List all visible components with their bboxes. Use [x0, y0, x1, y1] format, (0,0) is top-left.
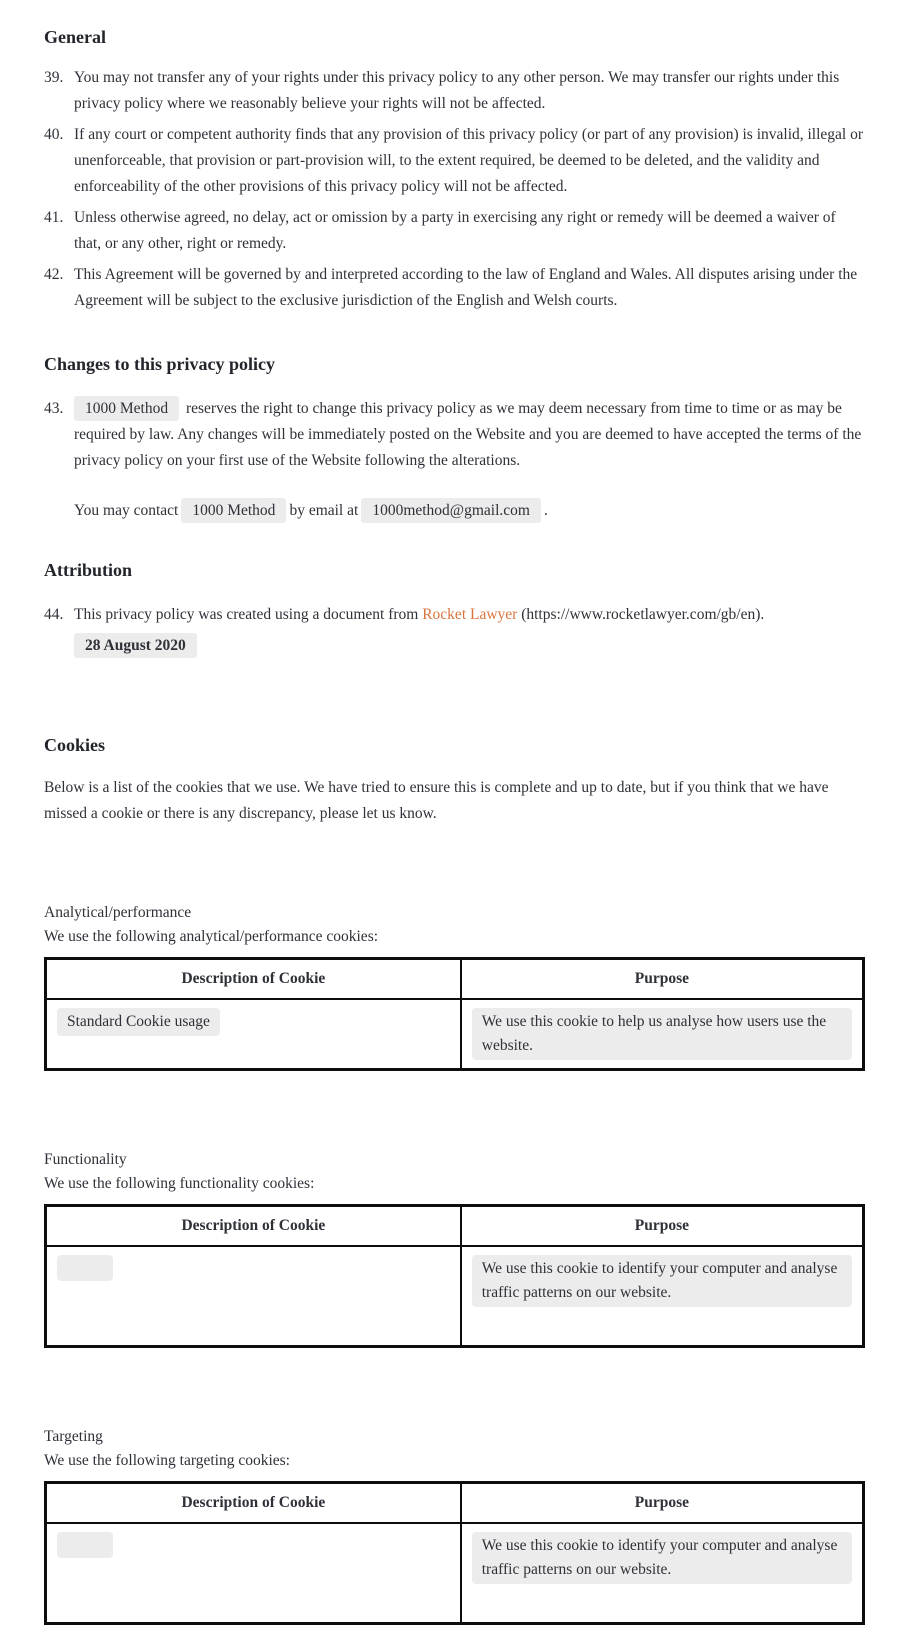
cookie-description-field-badge[interactable]: Standard Cookie usage	[57, 1008, 220, 1036]
attribution-heading: Attribution	[44, 560, 133, 580]
purpose-cell	[461, 1523, 864, 1624]
attribution-text-after: (https://www.rocketlawyer.com/gb/en).	[521, 606, 765, 623]
item-text-after-badge: reserves the right to change this privacy policy as we may deem necessary from time to time or as may be required by law. Any changes will be immediately posted on the Website and you are deemed to have accepted the terms of the privacy policy on your first use of the Website following the alterations.	[74, 400, 862, 469]
description-column-header: Description of Cookie	[46, 959, 461, 1000]
item-text: If any court or competent authority finds that any provision of this privacy policy (or part of any provision) is invalid, illegal or unenforceable, that provision or part-provision will, to the extent required, be deemed to be deleted, and the validity and enforceability of the other provisions of this privacy policy will not be affected.	[74, 126, 864, 195]
description-cell	[46, 1523, 461, 1624]
company-name-field-badge[interactable]: 1000 Method	[74, 396, 179, 421]
description-cell	[46, 999, 461, 1070]
cookie-purpose-field-badge[interactable]: We use this cookie to identify your computer and analyse traffic patterns on our website.	[472, 1255, 852, 1307]
email-field-badge[interactable]: 1000method@gmail.com	[361, 498, 541, 523]
section-changes	[44, 354, 865, 524]
item-number: 40.	[44, 126, 64, 143]
description-cell	[46, 1246, 461, 1347]
item-number: 39.	[44, 69, 64, 86]
empty-description-field-badge[interactable]	[57, 1255, 113, 1281]
item-number: 44.	[44, 606, 64, 623]
attribution-text-before: This privacy policy was created using a document from	[74, 606, 419, 623]
cookie-group-lead: We use the following functionality cookies:	[44, 1175, 315, 1192]
list-item-40	[44, 122, 865, 200]
table-header-row	[46, 959, 864, 1000]
cookie-group-analytical	[44, 901, 865, 1071]
cookie-group-label: Targeting	[44, 1428, 103, 1445]
contact-text-3: .	[543, 502, 548, 519]
list-item-41	[44, 205, 865, 257]
item-text: This Agreement will be governed by and interpreted according to the law of England and Wales. All disputes arising under the Agreement will be subject to the exclusive jurisdiction of the English and Welsh courts.	[74, 266, 858, 309]
table-row	[46, 1523, 864, 1624]
list-item-43	[44, 396, 865, 474]
purpose-column-header: Purpose	[461, 959, 864, 1000]
item-number: 41.	[44, 209, 64, 226]
table-row	[46, 1246, 864, 1347]
description-column-header: Description of Cookie	[46, 1483, 461, 1524]
empty-description-field-badge[interactable]	[57, 1532, 113, 1558]
purpose-column-header: Purpose	[461, 1206, 864, 1247]
company-name-field-badge[interactable]: 1000 Method	[181, 498, 286, 523]
date-line	[74, 633, 865, 659]
section-cookies	[44, 735, 865, 1625]
purpose-cell	[461, 1246, 864, 1347]
list-item-39	[44, 65, 865, 117]
cookie-group-label: Analytical/performance	[44, 904, 192, 921]
cookie-purpose-field-badge[interactable]: We use this cookie to identify your computer and analyse traffic patterns on our website.	[472, 1532, 852, 1584]
cookie-group-targeting	[44, 1425, 865, 1625]
purpose-cell	[461, 999, 864, 1070]
contact-text-1: You may contact	[74, 502, 179, 519]
cookie-group-lead: We use the following targeting cookies:	[44, 1452, 290, 1469]
cookies-intro: Below is a list of the cookies that we use. We have tried to ensure this is complete and up to date, but if you think that we have missed a cookie or there is any discrepancy, please let us know.	[44, 779, 829, 822]
general-heading: General	[44, 27, 106, 47]
cookie-table-analytical	[44, 957, 865, 1071]
purpose-column-header: Purpose	[461, 1483, 864, 1524]
table-row	[46, 999, 864, 1070]
contact-text-2: by email at	[289, 502, 359, 519]
cookie-purpose-field-badge[interactable]: We use this cookie to help us analyse how users use the website.	[472, 1008, 852, 1060]
item-number: 42.	[44, 266, 64, 283]
rocket-lawyer-link[interactable]: Rocket Lawyer	[422, 606, 518, 623]
item-number: 43.	[44, 400, 64, 417]
list-item-42	[44, 262, 865, 314]
section-attribution	[44, 560, 865, 659]
cookie-group-label: Functionality	[44, 1151, 127, 1168]
changes-heading: Changes to this privacy policy	[44, 354, 276, 374]
item-text: You may not transfer any of your rights under this privacy policy to any other person. We may transfer our rights under this privacy policy where we reasonably believe your rights will not be affected.	[74, 69, 840, 112]
cookie-table-targeting	[44, 1481, 865, 1625]
item-text	[74, 396, 865, 474]
item-text: Unless otherwise agreed, no delay, act or omission by a party in exercising any right or remedy will be deemed a waiver of that, or any other, right or remedy.	[74, 209, 836, 252]
cookie-group-lead: We use the following analytical/performance cookies:	[44, 928, 379, 945]
date-field-badge[interactable]: 28 August 2020	[74, 633, 197, 658]
section-general	[44, 27, 865, 314]
contact-line	[74, 498, 865, 524]
cookies-heading: Cookies	[44, 735, 106, 755]
cookie-group-functionality	[44, 1148, 865, 1348]
item-text	[74, 602, 865, 659]
table-header-row	[46, 1206, 864, 1247]
list-item-44	[44, 602, 865, 659]
table-header-row	[46, 1483, 864, 1524]
description-column-header: Description of Cookie	[46, 1206, 461, 1247]
cookie-table-functionality	[44, 1204, 865, 1348]
